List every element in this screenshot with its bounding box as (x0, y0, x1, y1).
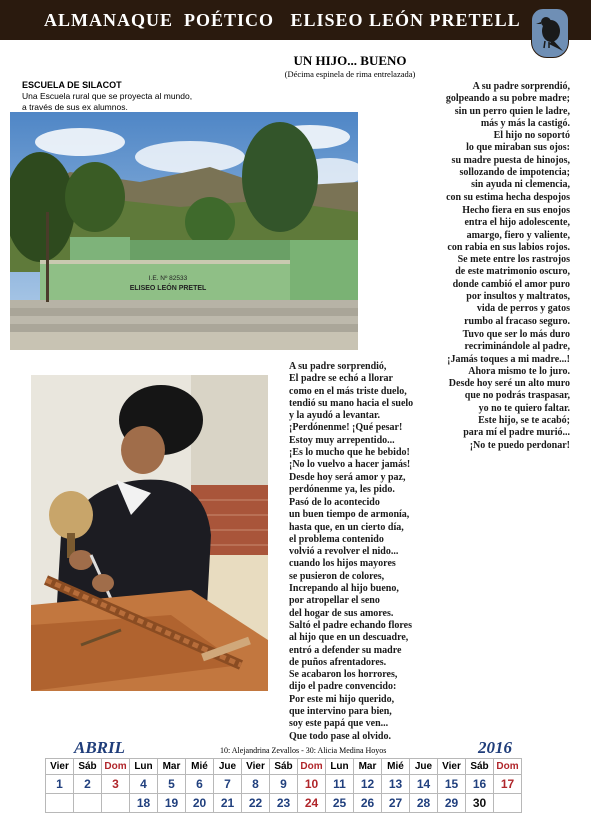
calendar-day-sunday: 10 (298, 775, 326, 794)
school-sign-line1: I.E. Nº 82533 (148, 275, 188, 282)
calendar-day-empty (102, 794, 130, 813)
calendar-day: 19 (158, 794, 186, 813)
poem-title: UN HIJO... BUENO (293, 53, 407, 68)
calendar-day: 5 (158, 775, 186, 794)
poem-stanza-2: Hecho fiera en sus enojos entra el hijo adolescente, amargo, fiero y valiente, con rabia en sus labios rojos. Se mete entre los rastrojos de este matrimonio oscuro, donde cambió el amor puro por insultos y maltratos, vida de perros y gatos rumbo al fracaso seguro. (447, 205, 570, 327)
calendar-day: 12 (354, 775, 382, 794)
school-caption-description (22, 91, 232, 113)
poem-subtitle: (Décima espinela de rima entrelazada) (284, 69, 416, 79)
calendar-day: 7 (214, 775, 242, 794)
calendar-weekday-row (46, 759, 522, 775)
calendar-note: 10: Alejandrina Zevallos - 30: Alicia Medina Hoyos (220, 746, 387, 755)
weekday-label: Lun (326, 759, 354, 775)
weekday-label-sunday: Dom (102, 759, 130, 775)
calendar-day-sunday: 24 (298, 794, 326, 813)
weekday-label: Jue (410, 759, 438, 775)
calendar-day: 15 (438, 775, 466, 794)
calendar-day: 21 (214, 794, 242, 813)
bird-silhouette-icon (531, 8, 569, 58)
weekday-label: Mar (158, 759, 186, 775)
calendar-grid (45, 758, 522, 813)
calendar-day: 13 (382, 775, 410, 794)
school-description-line-1: Una Escuela rural que se proyecta al mundo, (22, 91, 193, 101)
weekday-label: Jue (214, 759, 242, 775)
calendar-day: 23 (270, 794, 298, 813)
calendar-day: 11 (326, 775, 354, 794)
calendar-day: 26 (354, 794, 382, 813)
weekday-label-sunday: Dom (298, 759, 326, 775)
calendar-day-empty (46, 794, 74, 813)
school-caption-title: ESCUELA DE SILACOT (22, 80, 122, 90)
calendar-year: 2016 (478, 738, 512, 757)
weekday-label: Mié (382, 759, 410, 775)
calendar-day: 14 (410, 775, 438, 794)
almanac-title: ALMANAQUE POÉTICO ELISEO LEÓN PRETELL (44, 10, 521, 30)
school-description-line-2: a través de sus ex alumnos. (22, 102, 128, 112)
weekday-label: Vier (242, 759, 270, 775)
calendar-day-sunday: 3 (102, 775, 130, 794)
calendar-day: 28 (410, 794, 438, 813)
calendar-day: 1 (46, 775, 74, 794)
poem-stanza-1: A su padre sorprendió, golpeando a su pobre madre; sin un perro quien le ladre, más y más la castigó. El hijo no soportó lo que miraban sus ojos: su madre puesta de hinojos, sollozando de impotencia; sin ayuda ni clemencia, con su estima hecha despojos (445, 81, 570, 203)
poem-stanza-4: A su padre sorprendió, El padre se echó a llorar como en el más triste duelo, tendió su mano hacia el suelo y la ayudó a levantar. ¡Perdónenme! ¡Qué pesar! Estoy muy arrepentido... ¡Es lo mucho que he bebido! ¡No lo vuelvo a hacer jamás! Desde hoy será amor y paz, perdónenme ya, les pido. (289, 361, 414, 495)
calendar-day: 4 (130, 775, 158, 794)
weekday-label: Mar (354, 759, 382, 775)
weekday-label: Mié (186, 759, 214, 775)
weekday-label: Sáb (270, 759, 298, 775)
calendar-day-empty (74, 794, 102, 813)
calendar-day-sunday: 17 (494, 775, 522, 794)
school-sign-line2: ELISEO LEÓN PRETEL (129, 285, 207, 292)
poem-stanza-6: Saltó el padre echando flores al hijo que en un descuadre, entró a defender su madre de puños afrentadores. Se acabaron los horrores, dijo el padre convencido: Por este mi hijo querido, que intervino para bien, soy este papá que ven... Que todo pase al olvido. (289, 620, 412, 742)
weekday-label: Vier (438, 759, 466, 775)
calendar-day: 22 (242, 794, 270, 813)
weekday-label: Sáb (466, 759, 494, 775)
calendar-day: 18 (130, 794, 158, 813)
weekday-label: Vier (46, 759, 74, 775)
calendar-day: 6 (186, 775, 214, 794)
calendar-day: 25 (326, 794, 354, 813)
poem-stanza-3: Tuvo que ser lo más duro recriminándole al padre, ¡Jamás toques a mi madre...! Ahora mismo te lo juro. Desde hoy seré un alto muro que no podrás traspasar, yo no te quiero faltar. Este hijo, se te acabó; para mí el padre murió... ¡No te puedo perdonar! (447, 329, 570, 451)
poem-stanza-5: Pasó de lo acontecido un buen tiempo de armonía, hasta que, en un cierto día, el problema contenido volvió a revolver el nido... cuando los hijos mayores se pusieron de colores, Increpando al hijo bueno, por atropellar el seno del hogar de sus amores. (289, 497, 410, 619)
calendar-day: 8 (242, 775, 270, 794)
calendar-week-row-1 (46, 775, 522, 794)
calendar-day-empty (494, 794, 522, 813)
school-building-photo (10, 112, 358, 350)
weekday-label: Lun (130, 759, 158, 775)
boy-carving-photo (31, 375, 268, 691)
weekday-label: Sáb (74, 759, 102, 775)
calendar-day: 27 (382, 794, 410, 813)
calendar-day: 9 (270, 775, 298, 794)
calendar-day: 20 (186, 794, 214, 813)
calendar-day: 29 (438, 794, 466, 813)
calendar-day: 16 (466, 775, 494, 794)
header-bar (0, 0, 591, 40)
calendar-day: 30 (466, 794, 494, 813)
calendar-month: ABRIL (74, 738, 126, 757)
calendar-day: 2 (74, 775, 102, 794)
weekday-label-sunday: Dom (494, 759, 522, 775)
calendar-week-row-2 (46, 794, 522, 813)
